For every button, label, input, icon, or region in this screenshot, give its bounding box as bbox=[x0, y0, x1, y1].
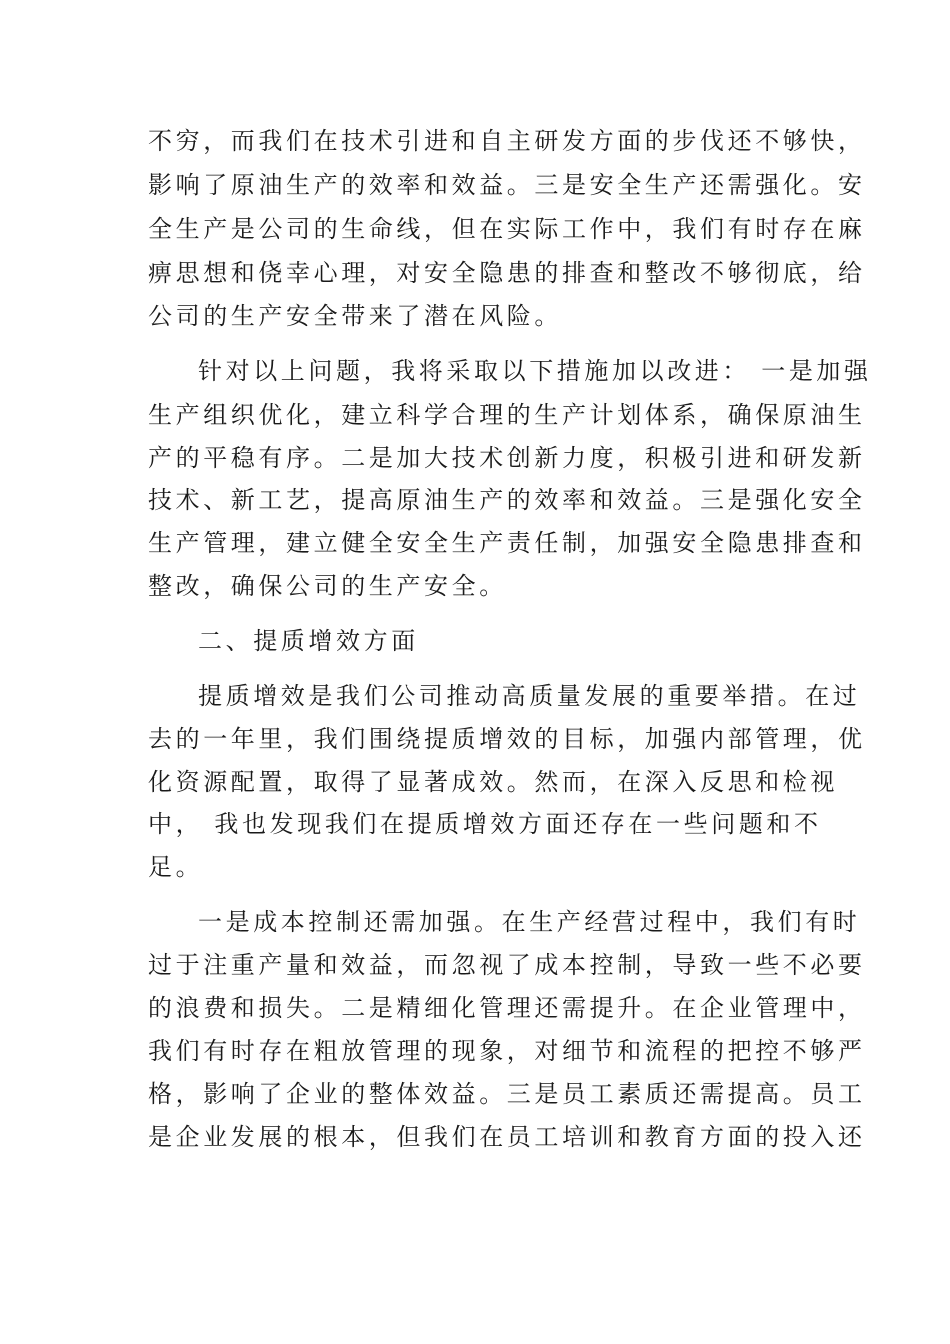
section-heading: 二、提质增效方面 bbox=[198, 627, 419, 655]
paragraph-line: 技术、新工艺，提高原油生产的效率和效益。三是强化安全 bbox=[148, 486, 866, 514]
paragraph-line: 的浪费和损失。二是精细化管理还需提升。在企业管理中， bbox=[148, 994, 866, 1022]
paragraph-line: 整改，确保公司的生产安全。 bbox=[148, 572, 507, 600]
paragraph-line: 我们有时存在粗放管理的现象，对细节和流程的把控不够严 bbox=[148, 1037, 866, 1065]
paragraph-line: 一是成本控制还需加强。在生产经营过程中，我们有时 bbox=[198, 908, 861, 936]
paragraph-line: 化资源配置，取得了显著成效。然而，在深入反思和检视 bbox=[148, 768, 838, 796]
paragraph-line: 过于注重产量和效益，而忽视了成本控制，导致一些不必要 bbox=[148, 951, 866, 979]
paragraph-line: 中， 我也发现我们在提质增效方面还存在一些问题和不 bbox=[148, 810, 822, 838]
paragraph-line: 格，影响了企业的整体效益。三是员工素质还需提高。员工 bbox=[148, 1080, 866, 1108]
paragraph-line: 全生产是公司的生命线，但在实际工作中，我们有时存在麻 bbox=[148, 215, 866, 243]
paragraph-line: 影响了原油生产的效率和效益。三是安全生产还需强化。安 bbox=[148, 171, 866, 199]
paragraph-line: 产的平稳有序。二是加大技术创新力度，积极引进和研发新 bbox=[148, 444, 866, 472]
paragraph-line: 不穷，而我们在技术引进和自主研发方面的步伐还不够快， bbox=[148, 127, 866, 155]
paragraph-line: 足。 bbox=[148, 853, 204, 881]
paragraph-line: 去的一年里，我们围绕提质增效的目标，加强内部管理，优 bbox=[148, 725, 866, 753]
paragraph-line: 针对以上问题，我将采取以下措施加以改进： 一是加强 bbox=[198, 357, 872, 385]
paragraph-line: 公司的生产安全带来了潜在风险。 bbox=[148, 302, 562, 330]
paragraph-line: 生产组织优化，建立科学合理的生产计划体系，确保原油生 bbox=[148, 401, 866, 429]
paragraph-line: 痹思想和侥幸心理，对安全隐患的排查和整改不够彻底，给 bbox=[148, 259, 866, 287]
paragraph-line: 生产管理，建立健全安全生产责任制，加强安全隐患排查和 bbox=[148, 529, 866, 557]
paragraph-line: 提质增效是我们公司推动高质量发展的重要举措。在过 bbox=[198, 682, 861, 710]
paragraph-line: 是企业发展的根本，但我们在员工培训和教育方面的投入还 bbox=[148, 1123, 866, 1151]
